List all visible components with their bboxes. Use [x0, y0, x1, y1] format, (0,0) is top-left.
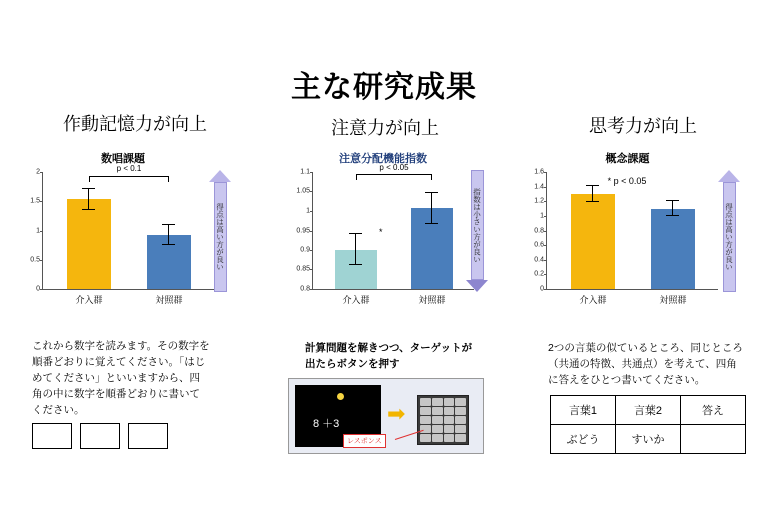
- chart-2-xlabel-control: 対照群: [418, 295, 446, 305]
- chart-1-error-intervention: [88, 189, 89, 200]
- chart-1-xlabel-control: 対照群: [155, 295, 183, 305]
- arrow-up-score-good-3: [718, 170, 740, 292]
- word-table: [550, 395, 746, 454]
- table-header-word1: 言葉1: [551, 396, 616, 425]
- arrow-body: [471, 170, 484, 280]
- chart-2-error-control: [431, 193, 432, 209]
- chart-1-xlabel-intervention: 介入群: [75, 295, 103, 305]
- chart-3-title: 概念課題: [605, 153, 650, 165]
- arrow-up-score-good-1: [209, 170, 231, 292]
- chart-3-ytick-0: 0: [540, 285, 544, 293]
- chart-3-xlabel-control: 対照群: [659, 295, 687, 305]
- response-keypad[interactable]: [417, 395, 469, 445]
- chart-1-ytick-0: 0: [36, 285, 40, 293]
- table-cell-word1: ぶどう: [551, 425, 616, 454]
- arrow-body: [214, 182, 227, 292]
- chart-3-ytick-1_4: 1.4: [534, 183, 544, 191]
- description-3: 2つの言葉の似ているところ、同じところ（共通の特徴、共通点）を考えて、四角に答えをひとつ書いてください。: [548, 342, 743, 386]
- chart-1-ytick-1: 1: [36, 227, 40, 234]
- chart-2-ytick-1: 1: [306, 207, 310, 215]
- description-1: これから数字を読みます。その数字を順番どおりに覚えてください。「はじめてください」といいますから、四角の中に数字を順番どおりに書いてください。: [32, 340, 210, 416]
- chart-2-bar-control: [411, 208, 453, 289]
- table-header-word2: 言葉2: [616, 396, 681, 425]
- chart-1-ytick-1_5: 1.5: [30, 197, 40, 205]
- chart-1-bar-intervention: [67, 199, 111, 289]
- answer-box[interactable]: [80, 423, 120, 449]
- chart-3-ytick-0_2: 0.2: [534, 270, 544, 278]
- chart-1-sig-label: p < 0.1: [116, 164, 142, 173]
- arrow-head-icon: [718, 170, 740, 182]
- chart-2-ytick-0_8: 0.8: [300, 285, 310, 293]
- target-dot-icon: [337, 393, 344, 400]
- chart-concept-task: [520, 150, 735, 310]
- chart-3-xlabel-intervention: 介入群: [579, 295, 607, 305]
- arrow-label-3: 得点は高い方が良い: [724, 203, 734, 271]
- chart-3-error-intervention: [592, 186, 593, 194]
- chart-2-title: 注意分配機能指数: [339, 153, 427, 165]
- chart-3-error-control: [672, 201, 673, 208]
- chart-1-sig-bracket: [89, 176, 169, 182]
- table-header-row: [551, 396, 746, 425]
- chart-3-ytick-1_6: 1.6: [534, 168, 544, 176]
- answer-box[interactable]: [32, 423, 72, 449]
- chart-2-ytick-1_1: 1.1: [300, 168, 310, 176]
- arrow-down-index-good-2: [466, 170, 488, 292]
- arrow-right-icon: ➡: [387, 401, 406, 426]
- answer-box[interactable]: [128, 423, 168, 449]
- arrow-body: [723, 182, 736, 292]
- chart-3-ytick-0_8: 0.8: [534, 227, 544, 234]
- chart-2-plot: [296, 163, 474, 305]
- callout-response-label: レスポンス: [343, 434, 386, 448]
- table-cell-word2: すいか: [616, 425, 681, 454]
- arrow-label-1: 得点は高い方が良い: [215, 203, 225, 271]
- chart-1-plot: [30, 164, 214, 305]
- chart-2-star: *: [379, 227, 383, 237]
- table-header-answer: 答え: [681, 396, 746, 425]
- chart-1-ytick-2: 2: [36, 168, 40, 176]
- chart-2-xlabel-intervention: 介入群: [342, 295, 370, 305]
- chart-2-ytick-0_85: 0.85: [296, 265, 310, 273]
- arrow-head-icon: [209, 170, 231, 182]
- answer-boxes-1: [32, 423, 168, 449]
- chart-3-ytick-1: 1: [540, 212, 544, 220]
- chart-2-ytick-0_9: 0.9: [300, 246, 310, 254]
- chart-2-sig-bracket: [356, 174, 432, 180]
- chart-1-ytick-0_5: 0.5: [30, 256, 40, 264]
- chart-3-sig-label: * p < 0.05: [607, 176, 647, 186]
- chart-2-error-intervention: [355, 234, 356, 250]
- column-3-heading: 思考力が向上: [589, 116, 697, 136]
- chart-3-ytick-0_4: 0.4: [534, 256, 544, 264]
- arrow-label-2: 指数は小さい方が良い: [472, 187, 482, 263]
- table-cell-answer[interactable]: [681, 425, 746, 454]
- chart-3-ytick-0_6: 0.6: [534, 241, 544, 249]
- chart-3-bar-control: [651, 209, 695, 289]
- column-2-heading: 注意力が向上: [331, 118, 439, 138]
- chart-digit-span: [14, 150, 232, 310]
- column-1-heading: 作動記憶力が向上: [63, 114, 207, 134]
- table-row: [551, 425, 746, 454]
- chart-1-error-control: [168, 225, 169, 235]
- task-screen-text: 8 ＋3: [313, 418, 340, 430]
- chart-1-title: 数唱課題: [101, 153, 145, 165]
- chart-3-plot: [534, 168, 718, 305]
- task-illustration: [288, 378, 484, 454]
- chart-2-ytick-1_05: 1.05: [296, 187, 310, 195]
- chart-3-bar-intervention: [571, 194, 615, 289]
- chart-2-bar-intervention: [335, 250, 377, 289]
- description-2: 計算問題を解きつつ、ターゲットが出たらボタンを押す: [305, 342, 473, 370]
- page-title: 主な研究成果: [291, 71, 477, 104]
- chart-attention-index: [278, 150, 488, 310]
- arrow-head-icon: [466, 280, 488, 292]
- chart-3-ytick-1_2: 1.2: [534, 197, 544, 205]
- chart-2-ytick-0_95: 0.95: [296, 227, 310, 234]
- chart-2-sig-label: p < 0.05: [379, 163, 409, 172]
